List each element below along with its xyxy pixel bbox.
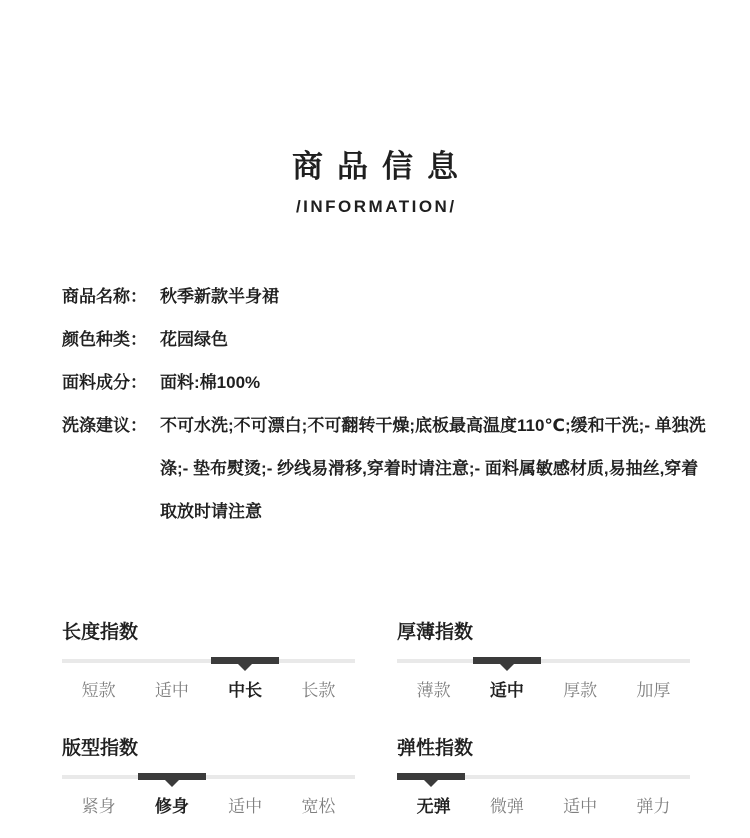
detail-row-washing [62, 404, 710, 533]
indicator-options [397, 795, 690, 819]
indicator-option: 加厚 [636, 681, 671, 701]
detail-value: 面料:棉100% [160, 373, 261, 393]
indicator-elasticity [397, 737, 690, 819]
indicator-thickness [397, 621, 690, 703]
indicator-fit [62, 737, 355, 819]
detail-label: 洗涤建议： [62, 416, 147, 436]
indicator-options [397, 679, 690, 703]
indicator-option: 薄款 [416, 681, 451, 701]
indicator-track [62, 775, 355, 779]
indicator-option: 适中 [489, 681, 524, 701]
indicator-option: 适中 [228, 797, 263, 817]
indicator-option: 无弹 [416, 797, 451, 817]
indicator-title: 弹性指数 [397, 738, 474, 760]
indicator-title: 厚薄指数 [397, 622, 474, 644]
page-subtitle: /INFORMATION/ [295, 197, 457, 217]
detail-row-fabric [62, 361, 710, 404]
indicator-title: 长度指数 [62, 622, 139, 644]
indicator-track [397, 775, 690, 779]
detail-label: 颜色种类： [62, 330, 147, 350]
indicator-option: 宽松 [301, 797, 336, 817]
detail-value: 秋季新款半身裙 [160, 287, 279, 307]
indicator-options [62, 795, 355, 819]
indicator-option: 中长 [228, 681, 263, 701]
detail-value: 不可水洗;不可漂白;不可翻转干燥;底板最高温度110℃;缓和干洗;- 单独洗涤;- 垫布熨烫;- 纱线易滑移,穿着时请注意;- 面料属敏感材质,易抽丝,穿着取放时请注意 [160, 416, 706, 522]
indicator-marker [138, 773, 206, 780]
info-header [0, 0, 750, 217]
indicator-option: 长款 [301, 681, 336, 701]
detail-label: 商品名称： [62, 287, 147, 307]
indicator-option: 短款 [81, 681, 116, 701]
indicator-option: 厚款 [563, 681, 598, 701]
indicator-option: 适中 [154, 681, 189, 701]
detail-row-color-type [62, 318, 710, 361]
indicator-option: 弹力 [636, 797, 671, 817]
indicator-grid [62, 621, 690, 819]
detail-label: 面料成分： [62, 373, 147, 393]
indicator-title: 版型指数 [62, 738, 139, 760]
indicator-marker [397, 773, 465, 780]
product-details [62, 275, 710, 533]
indicator-track [397, 659, 690, 663]
indicator-marker [211, 657, 279, 664]
indicator-track [62, 659, 355, 663]
indicator-option: 微弹 [489, 797, 524, 817]
indicator-option: 紧身 [81, 797, 116, 817]
detail-row-product-name [62, 275, 710, 318]
detail-value: 花园绿色 [160, 330, 228, 350]
indicator-marker [473, 657, 541, 664]
indicator-options [62, 679, 355, 703]
indicator-option: 修身 [154, 797, 189, 817]
indicator-length [62, 621, 355, 703]
indicator-option: 适中 [563, 797, 598, 817]
page-title: 商品信息 [292, 149, 472, 184]
